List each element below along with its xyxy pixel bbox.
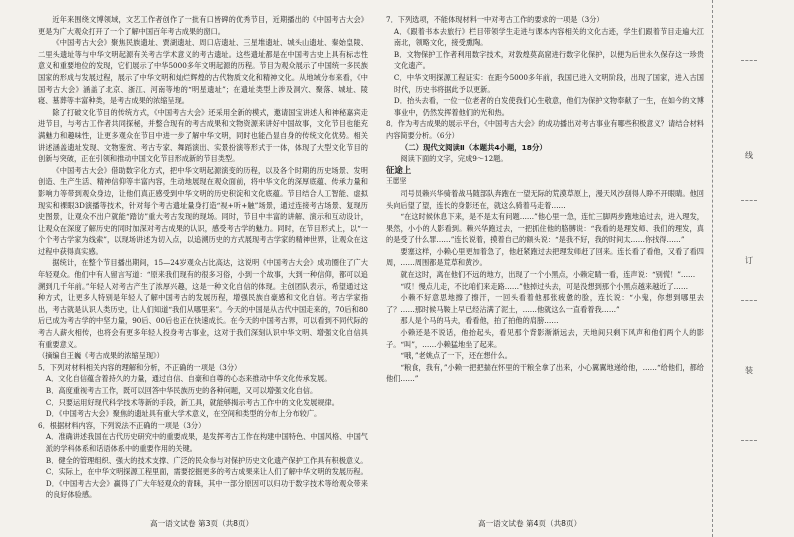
question-5-option-b: B．高度重视考古工作，既可以回答中华民族历史的各种问题，又可以增强文化自信。 (45, 386, 318, 395)
section-intro: 阅读下面的文字，完成9～12题。 (400, 154, 508, 164)
story-paragraph-8: 小赖还是不说话，他抬起头，看见那个背影渐渐远去，天地间只剩下风声和他们两个人的影子。“叫”，……小赖猛地坐了起来。 (386, 328, 704, 349)
question-7-option-c: C．中华文明探源工程证实：在距今5000多年前，我国已进入文明阶段，出现了国家，进入古国时代，历史书将据此予以更新。 (393, 72, 704, 94)
story-paragraph-6: 小赖不好意思地擦了擦汗，一回头看着他那张疲惫的脸，连长说：“小鬼，你想到哪里去了？……那时候马鞍上早已经沾满了泥土，……他就这么一直看着我……” (386, 293, 704, 314)
passage-paragraph-5: 据统计，在整个节目播出期间，15—24岁观众占比高达，这说明《中国考古大会》成功圈住了广大年轻观众。他们中有人留言写道：“原来我们现有的很多习俗，小到一个故事，大到一种信仰，都可以追溯到几千年前。”年轻人对考古产生了浓厚兴趣，这是一种文化自信的体现。主创团队表示，希望通过这种方式，让更多人特别是年轻人了解中国考古的发展历程，增强民族自豪感和文化自信。考古学家指出，考古就是认识人类历史，让人们知道“我们从哪里来”。今天的中国是从古代中国走来的，70后和80后已成为考古学的中坚力量，90后、00后也正在快速成长。在今天的中国考古界，可以看到不同代际的考古人薪火相传，也将会有更多年轻人投身考古事业，这对于我们深刻认识中华文明、增强文化自信具有重要意义。 (38, 258, 368, 349)
question-7-option-a: A．《跟着书本去旅行》栏目带领学生走进与课本内容相关的文化古迹，学生们跟着节目走遍大江南北，领略文化，接受熏陶。 (393, 26, 704, 48)
question-6-option-c: C．实际上，在中华文明探源工程里面，需要挖掘更多的考古成果来让人们了解中华文明的发展历程。 (45, 467, 368, 477)
left-column (38, 14, 368, 511)
binding-label-3: 装 (745, 366, 753, 375)
question-5-option-d: D．《中国考古大会》聚焦的遗址具有重大学术意义，在空间和类型的分布上分布较广。 (45, 409, 322, 419)
binding-label-2: 订 (745, 256, 753, 265)
question-7-stem: 7．下列选项，不能体现材料一中对考古工作的要求的一项是（3分） (386, 15, 604, 24)
page-footer-left: 高一语文试卷 第3页（共8页） (150, 519, 254, 528)
story-author: 王愿坚 (386, 177, 407, 186)
question-7-option-b: B．文物保护工作者利用数字技术，对敦煌莫高窟进行数字化保护，以便为后世永久保存这一珍贵文化遗产。 (393, 49, 704, 71)
page-footer-right: 高一语文试卷 第4页（共8页） (478, 519, 582, 528)
passage-paragraph-1: 近年来围绕文博领域，文艺工作者创作了一批有口皆碑的优秀节目，近期播出的《中国考古大会》更是为广大观众打开了一个了解中国百年考古成果的窗口。 (38, 15, 368, 36)
story-paragraph-1: 司号员赖兴华骑着战马随部队奔跑在一望无际的荒漠草原上，漫天风沙刮得人睁不开眼睛。他回头向后望了望，连长的身影还在，就这么骑着马走着…… (386, 188, 704, 210)
story-paragraph-2: “在这时候休息下来，是不是太有问题……”他心里一急，连忙三脚两步跑地追过去，进入理发，果然，小小的人影看到。赖兴华跑过去，一把抓住他的胳膊说：“我看的是理发师、我们的理发，真的是受了什么罪……”连长说着，摸着自己的额头说：“是我不好，我的时间太……你找得……” (386, 212, 704, 245)
story-paragraph-3: 要塞这样，小赖心里更加着急了，他赶紧跑过去把理发师赶了回来。连长看了看他，又看了看四周，……周围都是荒草和黄沙。 (386, 246, 704, 268)
cut-line-segment (741, 440, 757, 441)
question-6-option-a: A．准确讲述我国在古代历史研究中的重要成果，是发挥考古工作在构建中国特色、中国风格、中国气派的学科体系和话语体系中的重要作用的关键。 (45, 432, 368, 453)
cut-line-segment (741, 60, 757, 61)
question-7-option-d: D．抬头去看，一位一位老者的白发使我们心生敬意，他们为保护文物奉献了一生，在如今的文博事业中，仍然发挥着他们的光和热。 (393, 96, 704, 117)
section-heading: （二）现代文阅读Ⅱ（本题共4小题，18分） (400, 142, 547, 152)
binding-margin (712, 0, 794, 537)
question-5-stem: 5．下列对材料相关内容的理解和分析，不正确的一项是（3分） (38, 362, 242, 372)
cut-line-segment (741, 200, 757, 201)
right-column (386, 14, 704, 511)
story-paragraph-9: “哦，”老姚点了一下，还在想什么。 (400, 351, 512, 361)
question-6-option-d: D．《中国考古大会》赢得了广大年轻观众的青睐，其中一部分原因可以归功于数字技术等给观众带来的良好体验感。 (45, 478, 368, 500)
story-paragraph-7: 那人是个马的马夫，看看他，拍了拍他的肩膀…… (400, 316, 559, 326)
passage-paragraph-3: 除了打破文化节目的传统方式，《中国考古大会》还采用全新的模式，邀请国宝讲述人和神秘嘉宾走进节目，与考古工作者共同探秘，并整合现有的考古成果和文物资源来讲好中国故事，文化节目也能充满魅力和趣味性，让更多观众在节目中进一步了解中华文明，同时也能凸显自身的传统文化优势。相关讲述涵盖遗址发现、文物鉴赏、考古专家、舞蹈演出、实景扮演等形式于一体，体现了大型文化节目的创新与突破，正在引领和推动中国文化节目形成新的节目类型。 (38, 107, 368, 164)
story-title: 征途上 (386, 164, 412, 175)
story-paragraph-10: “粮食，我有，”小赖一把把揣在怀里的干粮全拿了出来，小心翼翼地递给他，……“给他们，都给他们……” (386, 362, 704, 384)
question-5-option-c: C．只要运用好现代科学技术等新的手段，新工具，就能够揭示考古工作中的文化发展规律。 (45, 397, 339, 407)
question-8-stem: 8．作为考古成果的展示平台，《中国考古大会》的成功播出对考古事业有哪些积极意义？请结合材料内容简要分析。（6分） (386, 119, 704, 140)
story-paragraph-4: 就在这时，离在他们不远的地方，出现了一个小黑点，小赖定睛一看，连声说：“别慌！”…… (400, 270, 696, 280)
binding-label-1: 线 (745, 151, 753, 160)
passage-paragraph-4: 《中国考古大会》借助数字化方式，把中华文明起源演变的历程，以及各个时期的历史场景、发明创造、生产生活、精神信仰等丰富内容，生动地展现在观众面前，将中华文化的深厚底蕴、传承力量和影响力等带到观众身边，让他们真正感受到中华文明的历史积淀和文化底蕴。节目结合人工智能、虚拟现实和裸眼3D演播等技术，针对每个考古遗址量身打造“视+听+触”场景，通过连接考古场景、复现历史图景，让观众不出户就能“踏访”重大考古发现的现场。同时，节目中丰富的讲解、演示和互动设计，让观众在深度了解历史的同时加深对考古成果的认识，感受考古学的魅力。同时，在节目形式上，以“一个个考古学家为线索”，以现场讲述为切入点，以追溯历史的方式展现考古学家的精神世界，让观众在这过程中获得真实感。 (38, 165, 368, 256)
passage-source: （摘编自王巍《考古成果的浓缩呈现》） (38, 351, 164, 361)
question-5-option-a: A．文化自信蕴含着持久的力量，通过自信、自豪和自尊的心态来推动中华文化传承发展。 (45, 374, 332, 384)
passage-paragraph-2: 《中国考古大会》聚焦民族遗址、贾湖遗址、周口店遗址、三星堆遗址、城头山遗址、秦始皇陵、二里头遗址等与中华文明起源有关考古学术意义的考古遗址。这些遗址都是在中国考古史上具有标志性意义和重要地位的发现，它们展示了中华5000多年文明起源的历程。节目为观众展示了中国统一多民族国家的形成与发展过程，展示了中华文明和灿烂辉煌的古代物质文化和精神文化。从地域分布来看，《中国考古大会》涵盖了北京、浙江、河南等地的“明星遗址”；在遗址类型上涉及洞穴、聚落、城址、陵寝、墓葬等丰富种类，是考古成果的浓缩呈现。 (38, 38, 368, 106)
cut-line-segment (741, 300, 757, 301)
story-paragraph-5: “哎！慢点儿走，不比咱们来走路……”他掉过头去，可是没想到那个小黑点越来越近了…… (400, 281, 689, 291)
question-6-stem: 6．根据材料内容，下列说法不正确的一项是（3分） (38, 420, 206, 430)
question-6-option-b: B．健全的管理组织、强大的技术支撑、广泛的民众参与对保护历史文化遗产保护工作具有积极意义。 (45, 455, 368, 465)
